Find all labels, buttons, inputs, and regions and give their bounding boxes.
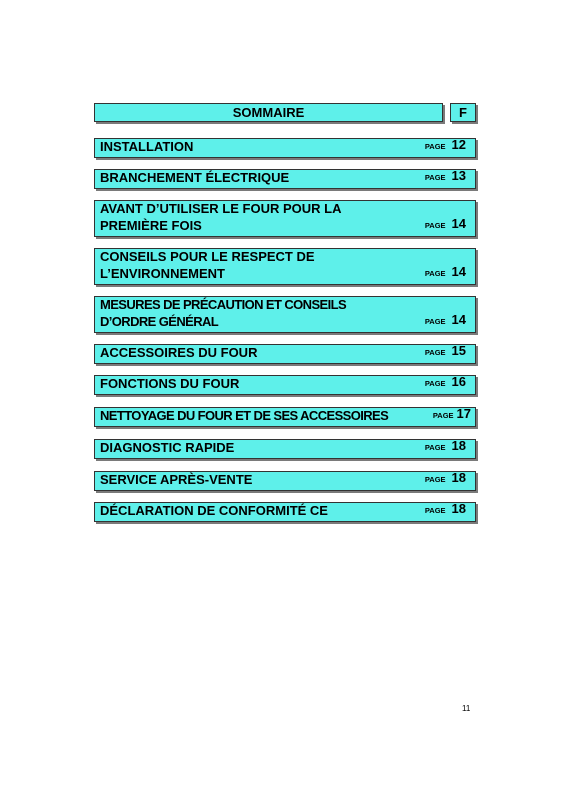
page-word: PAGE xyxy=(424,269,446,278)
toc-entry-label: DÉCLARATION DE CONFORMITÉ CE xyxy=(100,503,328,518)
page-number-ref: 13 xyxy=(451,168,466,183)
page-number-ref: 18 xyxy=(451,501,466,516)
page-word: PAGE xyxy=(424,317,446,326)
language-badge-text: F xyxy=(459,105,467,120)
page-number: 11 xyxy=(462,704,471,713)
toc-entry-page-ref xyxy=(425,469,466,488)
toc-entry-nettoyage[interactable] xyxy=(94,407,476,427)
toc-entry-installation[interactable] xyxy=(94,138,476,158)
toc-entry-page-ref xyxy=(425,167,466,186)
toc-entry-branchement-electrique[interactable] xyxy=(94,169,476,189)
toc-entry-label: FONCTIONS DU FOUR xyxy=(100,376,240,391)
page-number-ref: 17 xyxy=(456,406,471,421)
toc-entry-accessoires-four[interactable] xyxy=(94,344,476,364)
toc-entry-label: AVANT D’UTILISER LE FOUR POUR LA PREMIÈRE FOIS xyxy=(100,201,342,233)
page-word: PAGE xyxy=(424,221,446,230)
toc-entry-label: ACCESSOIRES DU FOUR xyxy=(100,345,258,360)
toc-entry-page-ref xyxy=(425,342,466,361)
page-number-ref: 12 xyxy=(451,137,466,152)
toc-entry-page-ref xyxy=(433,405,471,424)
toc-entry-avant-utiliser[interactable] xyxy=(94,200,476,237)
toc-entry-fonctions-four[interactable] xyxy=(94,375,476,395)
page-word: PAGE xyxy=(424,379,446,388)
page-word: PAGE xyxy=(432,411,454,420)
page-word: PAGE xyxy=(424,443,446,452)
toc-entry-label: CONSEILS POUR LE RESPECT DE L’ENVIRONNEMENT xyxy=(100,249,315,281)
toc-entry-page-ref xyxy=(425,311,466,330)
toc-entry-page-ref xyxy=(425,373,466,392)
toc-header-title-text: SOMMAIRE xyxy=(232,105,305,120)
toc-entry-mesures-precaution[interactable] xyxy=(94,296,476,333)
page-word: PAGE xyxy=(424,173,446,182)
toc-entry-page-ref xyxy=(425,263,466,282)
page-word: PAGE xyxy=(424,348,446,357)
toc-entry-diagnostic-rapide[interactable] xyxy=(94,439,476,459)
toc-entry-page-ref xyxy=(425,215,466,234)
toc-entry-page-ref xyxy=(425,437,466,456)
page-word: PAGE xyxy=(424,475,446,484)
toc-entry-label: MESURES DE PRÉCAUTION ET CONSEILS D’ORDRE GÉNÉRAL xyxy=(100,297,347,329)
language-badge xyxy=(450,103,476,122)
toc-entry-conseils-environnement[interactable] xyxy=(94,248,476,285)
page-word: PAGE xyxy=(424,506,446,515)
toc-entry-label: INSTALLATION xyxy=(100,139,194,154)
toc-entry-label: DIAGNOSTIC RAPIDE xyxy=(100,440,235,455)
toc-entry-page-ref xyxy=(425,136,466,155)
toc-entry-label: BRANCHEMENT ÉLECTRIQUE xyxy=(100,170,290,185)
page-number-ref: 14 xyxy=(451,312,466,327)
toc-entry-label: SERVICE APRÈS-VENTE xyxy=(100,472,253,487)
page-number-ref: 15 xyxy=(451,343,466,358)
toc-header-title xyxy=(94,103,443,122)
page-number-ref: 18 xyxy=(451,438,466,453)
page-number-ref: 14 xyxy=(451,264,466,279)
toc-entry-declaration-conformite[interactable] xyxy=(94,502,476,522)
page-number-ref: 18 xyxy=(451,470,466,485)
toc-entry-service-apres-vente[interactable] xyxy=(94,471,476,491)
page-word: PAGE xyxy=(424,142,446,151)
toc-entry-label: NETTOYAGE DU FOUR ET DE SES ACCESSOIRES xyxy=(100,408,389,423)
page-number-ref: 16 xyxy=(451,374,466,389)
page-number-ref: 14 xyxy=(451,216,466,231)
toc-entry-page-ref xyxy=(425,500,466,519)
